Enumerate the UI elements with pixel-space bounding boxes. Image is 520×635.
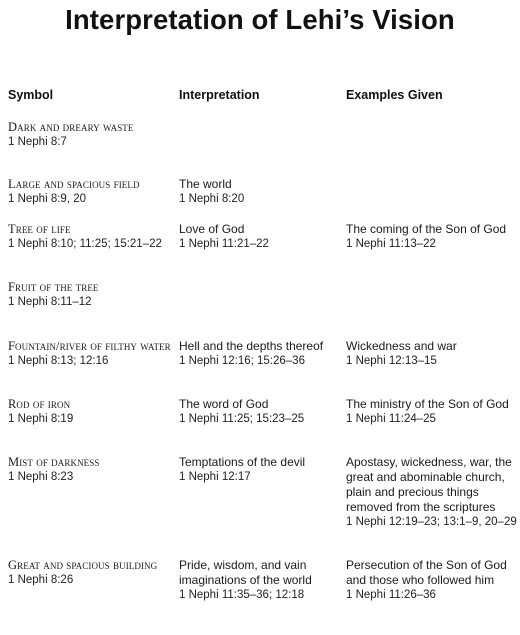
examples-cell: [346, 455, 518, 530]
examples-text: Persecution of the Son of God: [346, 558, 507, 572]
symbol-name: Tree of life: [8, 222, 71, 236]
scripture-reference: 1 Nephi 11:35–36; 12:18: [179, 589, 305, 601]
examples-text: Apostasy, wickedness, war, the: [346, 455, 512, 469]
symbol-cell: [8, 558, 176, 588]
examples-text: great and abominable church,: [346, 470, 505, 484]
scripture-reference: 1 Nephi 8:7: [8, 136, 67, 148]
symbol-cell: [8, 280, 176, 310]
interpretation-text: The word of God: [179, 397, 269, 411]
symbol-name: Large and spacious field: [8, 177, 140, 191]
examples-text: plain and precious things: [346, 485, 479, 499]
scripture-reference: 1 Nephi 8:11–12: [8, 296, 92, 308]
symbol-name: Fountain/river of filthy water: [8, 339, 171, 353]
symbol-name: Dark and dreary waste: [8, 120, 134, 134]
scripture-reference: 1 Nephi 8:20: [179, 193, 245, 205]
scripture-reference: 1 Nephi 11:24–25: [346, 413, 436, 425]
symbol-name: Great and spacious building: [8, 558, 158, 572]
symbol-name: Rod of iron: [8, 397, 71, 411]
header-examples: Examples Given: [346, 88, 443, 102]
page-title: Interpretation of Lehi’s Vision: [65, 4, 455, 35]
header-symbol: Symbol: [8, 88, 54, 102]
interpretation-cell: [179, 222, 339, 252]
interpretation-text: Love of God: [179, 222, 245, 236]
scripture-reference: 1 Nephi 12:16; 15:26–36: [179, 355, 305, 367]
scripture-reference: 1 Nephi 8:26: [8, 574, 74, 586]
scripture-reference: 1 Nephi 12:17: [179, 471, 251, 483]
examples-text: The ministry of the Son of God: [346, 397, 509, 411]
interpretation-text: Pride, wisdom, and vain: [179, 558, 307, 572]
symbol-cell: [8, 222, 176, 252]
scripture-reference: 1 Nephi 8:19: [8, 413, 74, 425]
scripture-reference: 1 Nephi 11:13–22: [346, 238, 436, 250]
interpretation-text: imaginations of the world: [179, 573, 312, 587]
scripture-reference: 1 Nephi 11:26–36: [346, 589, 436, 601]
scripture-reference: 1 Nephi 8:23: [8, 471, 74, 483]
interpretation-text: Hell and the depths thereof: [179, 339, 324, 353]
symbol-cell: [8, 339, 176, 369]
examples-text: Wickedness and war: [346, 339, 457, 353]
interpretation-text: Temptations of the devil: [179, 455, 306, 469]
symbol-cell: [8, 397, 176, 427]
interpretation-cell: [179, 455, 339, 485]
examples-text: The coming of the Son of God: [346, 222, 507, 236]
interpretation-cell: [179, 177, 339, 207]
scripture-reference: 1 Nephi 11:21–22: [179, 238, 269, 250]
symbol-cell: [8, 177, 176, 207]
interpretation-text: The world: [179, 177, 232, 191]
scripture-reference: 1 Nephi 11:25; 15:23–25: [179, 413, 305, 425]
scripture-reference: 1 Nephi 12:13–15: [346, 355, 437, 367]
scripture-reference: 1 Nephi 8:9, 20: [8, 193, 87, 205]
examples-cell: [346, 222, 518, 252]
symbol-cell: [8, 455, 176, 485]
header-interpretation: Interpretation: [179, 88, 260, 102]
examples-cell: [346, 558, 518, 603]
examples-text: removed from the scriptures: [346, 500, 496, 514]
scripture-reference: 1 Nephi 12:19–23; 13:1–9, 20–29: [346, 516, 517, 528]
scripture-reference: 1 Nephi 8:10; 11:25; 15:21–22: [8, 238, 162, 250]
symbol-name: Fruit of the tree: [8, 280, 99, 294]
examples-cell: [346, 339, 518, 369]
interpretation-cell: [179, 558, 339, 603]
symbol-name: Mist of darkness: [8, 455, 100, 469]
interpretation-cell: [179, 397, 339, 427]
scripture-reference: 1 Nephi 8:13; 12:16: [8, 355, 109, 367]
examples-cell: [346, 397, 518, 427]
symbol-cell: [8, 120, 176, 150]
interpretation-cell: [179, 339, 339, 369]
examples-text: and those who followed him: [346, 573, 495, 587]
